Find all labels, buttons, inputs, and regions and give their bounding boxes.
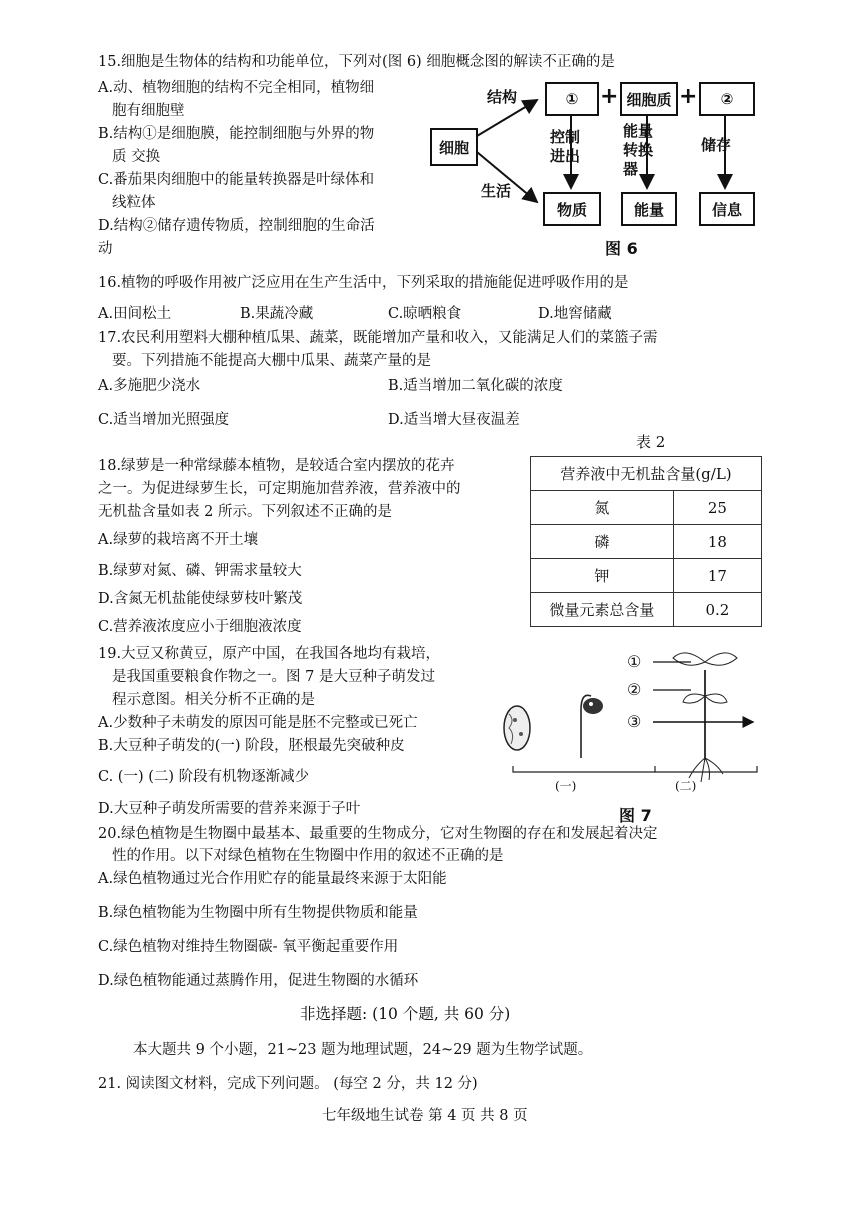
table-cell-value: 0.2 bbox=[673, 593, 761, 627]
label-3: ③ bbox=[627, 712, 642, 731]
q15-option-c: C.番茄果肉细胞中的能量转换器是叶绿体和 bbox=[98, 172, 375, 188]
stage-2-bracket bbox=[655, 766, 757, 772]
q18-option-b: B.绿萝对氮、磷、钾需求量较大 bbox=[98, 563, 302, 579]
life-label: 生活 bbox=[481, 182, 512, 200]
table-row bbox=[531, 593, 762, 627]
q16-option-d: D.地窖储藏 bbox=[538, 306, 612, 322]
q16-option-b: B.果蔬冷藏 bbox=[240, 306, 314, 322]
plus-sign-1: + bbox=[600, 84, 619, 109]
info-box: 信息 bbox=[699, 192, 755, 226]
matter-box: 物质 bbox=[543, 192, 601, 226]
q15-option-d-cont: 动 bbox=[98, 241, 113, 257]
q18-stem-cont2: 无机盐含量如表 2 所示。下列叙述不正确的是 bbox=[98, 504, 392, 520]
figure-6-cell-concept-map bbox=[425, 76, 765, 266]
cytoplasm-box: 细胞质 bbox=[620, 82, 678, 116]
table-2-caption: 表 2 bbox=[636, 433, 666, 451]
figure-7-soybean-germination bbox=[495, 640, 765, 830]
table-2 bbox=[530, 456, 762, 627]
q17-option-d: D.适当增大昼夜温差 bbox=[388, 412, 520, 428]
q20-option-b: B.绿色植物能为生物圈中所有生物提供物质和能量 bbox=[98, 905, 418, 921]
page-footer: 七年级地生试卷 第 4 页 共 8 页 bbox=[322, 1108, 528, 1124]
label-2: ② bbox=[627, 680, 642, 699]
q19-option-d: D.大豆种子萌发所需要的营养来源于子叶 bbox=[98, 801, 361, 817]
plus-sign-2: + bbox=[679, 84, 698, 109]
table-cell-name: 微量元素总含量 bbox=[531, 593, 674, 627]
table-cell-value: 17 bbox=[673, 559, 761, 593]
q15-option-d: D.结构②储存遗传物质，控制细胞的生命活 bbox=[98, 218, 375, 234]
q19-option-c: C. (一) (二) 阶段有机物逐渐减少 bbox=[98, 769, 310, 785]
q20-option-d: D.绿色植物能通过蒸腾作用，促进生物圈的水循环 bbox=[98, 973, 419, 989]
q17-option-b: B.适当增加二氧化碳的浓度 bbox=[388, 378, 563, 394]
q16-option-c: C.晾晒粮食 bbox=[388, 306, 462, 322]
q19-stem-cont1: 是我国重要粮食作物之一。图 7 是大豆种子萌发过 bbox=[112, 669, 435, 685]
q18-option-a: A.绿萝的栽培离不开土壤 bbox=[98, 532, 259, 548]
store-label: 储存 bbox=[701, 136, 732, 154]
q18-stem-cont1: 之一。为促进绿萝生长，可定期施加营养液，营养液中的 bbox=[98, 481, 461, 497]
q19-stem-cont2: 程示意图。相关分析不正确的是 bbox=[112, 692, 315, 708]
q18-stem: 18.绿萝是一种常绿藤本植物，是较适合室内摆放的花卉 bbox=[98, 458, 455, 474]
stage-2-label: (二) bbox=[675, 779, 697, 793]
figure-6-caption: 图 6 bbox=[605, 239, 638, 258]
q21-stem: 21. 阅读图文材料，完成下列问题。 (每空 2 分，共 12 分) bbox=[98, 1076, 478, 1092]
structure-1-box: ① bbox=[545, 82, 599, 116]
stage-1-bracket bbox=[513, 766, 655, 772]
q15-option-c-cont: 线粒体 bbox=[112, 195, 156, 211]
label-1: ① bbox=[627, 652, 642, 671]
stage-1-label: (一) bbox=[555, 779, 577, 793]
table-header-row bbox=[531, 457, 762, 491]
q17-stem-cont: 要。下列措施不能提高大棚中瓜果、蔬菜产量的是 bbox=[112, 353, 431, 369]
q16-stem: 16.植物的呼吸作用被广泛应用在生产生活中，下列采取的措施能促进呼吸作用的是 bbox=[98, 275, 629, 291]
q18-option-c: C.营养液浓度应小于细胞液浓度 bbox=[98, 619, 302, 635]
table-cell-value: 18 bbox=[673, 525, 761, 559]
q15-option-b-cont: 质 交换 bbox=[112, 149, 161, 165]
table-row bbox=[531, 491, 762, 525]
q16-option-a: A.田间松土 bbox=[98, 306, 172, 322]
q17-option-c: C.适当增加光照强度 bbox=[98, 412, 230, 428]
energy-converter-label: 能量转换器 bbox=[623, 122, 654, 178]
q15-stem: 15.细胞是生物体的结构和功能单位，下列对(图 6) 细胞概念图的解读不正确的是 bbox=[98, 54, 615, 70]
energy-box: 能量 bbox=[621, 192, 677, 226]
q20-stem: 20.绿色植物是生物圈中最基本、最重要的生物成分，它对生物圈的存在和发展起着决定 bbox=[98, 826, 658, 842]
figure-7-caption: 图 7 bbox=[619, 806, 652, 825]
structure-2-box: ② bbox=[699, 82, 755, 116]
q20-option-a: A.绿色植物通过光合作用贮存的能量最终来源于太阳能 bbox=[98, 871, 447, 887]
table-cell-name: 磷 bbox=[531, 525, 674, 559]
q19-option-b: B.大豆种子萌发的(一) 阶段，胚根最先突破种皮 bbox=[98, 738, 405, 754]
q20-option-c: C.绿色植物对维持生物圈碳- 氧平衡起重要作用 bbox=[98, 939, 399, 955]
section-title: 非选择题: (10 个题, 共 60 分) bbox=[300, 1005, 511, 1023]
q15-option-a: A.动、植物细胞的结构不完全相同，植物细 bbox=[98, 80, 375, 96]
section-note: 本大题共 9 个小题，21~23 题为地理试题，24~29 题为生物学试题。 bbox=[133, 1042, 593, 1058]
cell-box: 细胞 bbox=[430, 128, 478, 166]
q19-option-a: A.少数种子未萌发的原因可能是胚不完整或已死亡 bbox=[98, 715, 418, 731]
structure-label: 结构 bbox=[487, 88, 518, 106]
control-label: 控制进出 bbox=[550, 128, 581, 165]
germinating-seed-drawing bbox=[581, 695, 603, 758]
seed-drawing bbox=[504, 706, 530, 750]
q20-stem-cont: 性的作用。以下对绿色植物在生物圈中作用的叙述不正确的是 bbox=[112, 848, 504, 864]
table-cell-name: 氮 bbox=[531, 491, 674, 525]
q15-option-a-cont: 胞有细胞壁 bbox=[112, 103, 185, 119]
q19-stem: 19.大豆又称黄豆，原产中国，在我国各地均有栽培， bbox=[98, 646, 441, 662]
q17-option-a: A.多施肥少浇水 bbox=[98, 378, 201, 394]
q17-stem: 17.农民利用塑料大棚种植瓜果、蔬菜，既能增加产量和收入，又能满足人们的菜篮子需 bbox=[98, 330, 658, 346]
table-cell-value: 25 bbox=[673, 491, 761, 525]
table-row bbox=[531, 559, 762, 593]
q15-option-b: B.结构①是细胞膜，能控制细胞与外界的物 bbox=[98, 126, 375, 142]
q18-option-d: D.含氮无机盐能使绿萝枝叶繁茂 bbox=[98, 591, 303, 607]
table-header: 营养液中无机盐含量(g/L) bbox=[531, 457, 762, 491]
table-cell-name: 钾 bbox=[531, 559, 674, 593]
seedling-drawing bbox=[673, 653, 737, 782]
table-row bbox=[531, 525, 762, 559]
